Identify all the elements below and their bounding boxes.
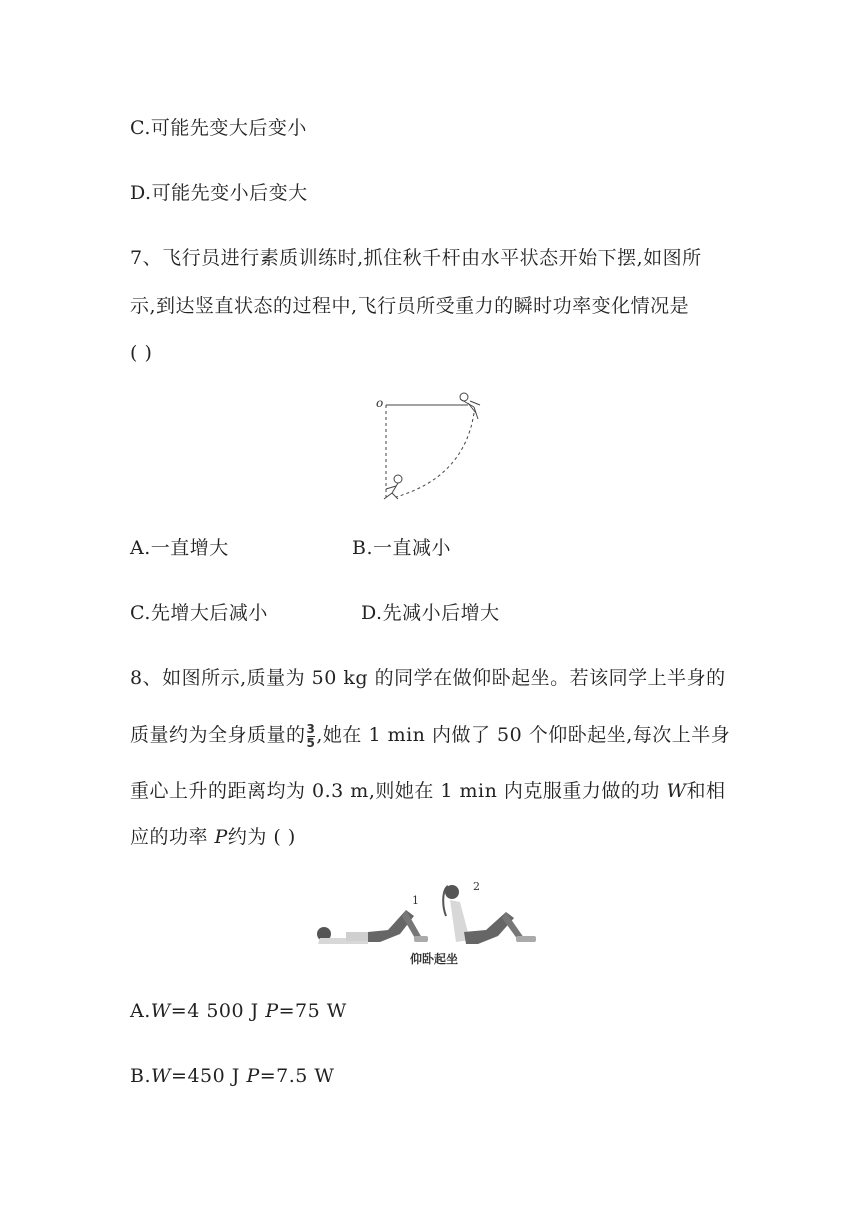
pilot-vertical-icon bbox=[384, 475, 402, 499]
fraction-three-fifths: $\frac{3}{5}$ bbox=[306, 721, 316, 750]
q7-option-d: D.先减小后增大 bbox=[361, 602, 500, 624]
q7-stem-line3: ( ) bbox=[130, 342, 153, 364]
q6-option-c: C.可能先变大后变小 bbox=[130, 117, 307, 139]
q8-stem-line2: 质量约为全身质量的 $\frac{3}{5}$ ,她在 1 min 内做了 50 个仰卧起坐,每次上半身 bbox=[130, 721, 731, 750]
situp-figure bbox=[310, 872, 555, 952]
q8-stem-line3: 重心上升的距离均为 0.3 m,则她在 1 min 内克服重力做的功 W和相 bbox=[130, 780, 726, 802]
q8-option-a: A.W=4 500 J P=75 W bbox=[130, 1000, 347, 1022]
pilot-horizontal-icon bbox=[460, 393, 480, 419]
q7-option-b: B.一直减小 bbox=[352, 537, 452, 559]
q6-option-d: D.可能先变小后变大 bbox=[130, 182, 308, 204]
q7-option-a: A.一直增大 bbox=[130, 537, 229, 559]
q8-stem-line1: 8、如图所示,质量为 50 kg 的同学在做仰卧起坐。若该同学上半身的 bbox=[130, 667, 726, 689]
woman-sitting-up-icon bbox=[443, 885, 536, 944]
q7-option-c: C.先增大后减小 bbox=[130, 602, 268, 624]
q8-stem-line4: 应的功率 P约为 ( ) bbox=[130, 826, 296, 848]
position-1-label: 1 bbox=[412, 894, 419, 907]
pivot-label-o: o bbox=[376, 396, 384, 410]
position-2-label: 2 bbox=[473, 880, 480, 893]
woman-lying-icon bbox=[317, 910, 428, 944]
swing-figure bbox=[370, 385, 500, 510]
q7-stem-line1: 7、飞行员进行素质训练时,抓住秋千杆由水平状态开始下摆,如图所 bbox=[130, 247, 702, 269]
situp-caption: 仰卧起坐 bbox=[410, 952, 459, 966]
q8-option-b: B.W=450 J P=7.5 W bbox=[130, 1065, 335, 1087]
q7-stem-line2: 示,到达竖直状态的过程中,飞行员所受重力的瞬时功率变化情况是 bbox=[130, 295, 690, 317]
